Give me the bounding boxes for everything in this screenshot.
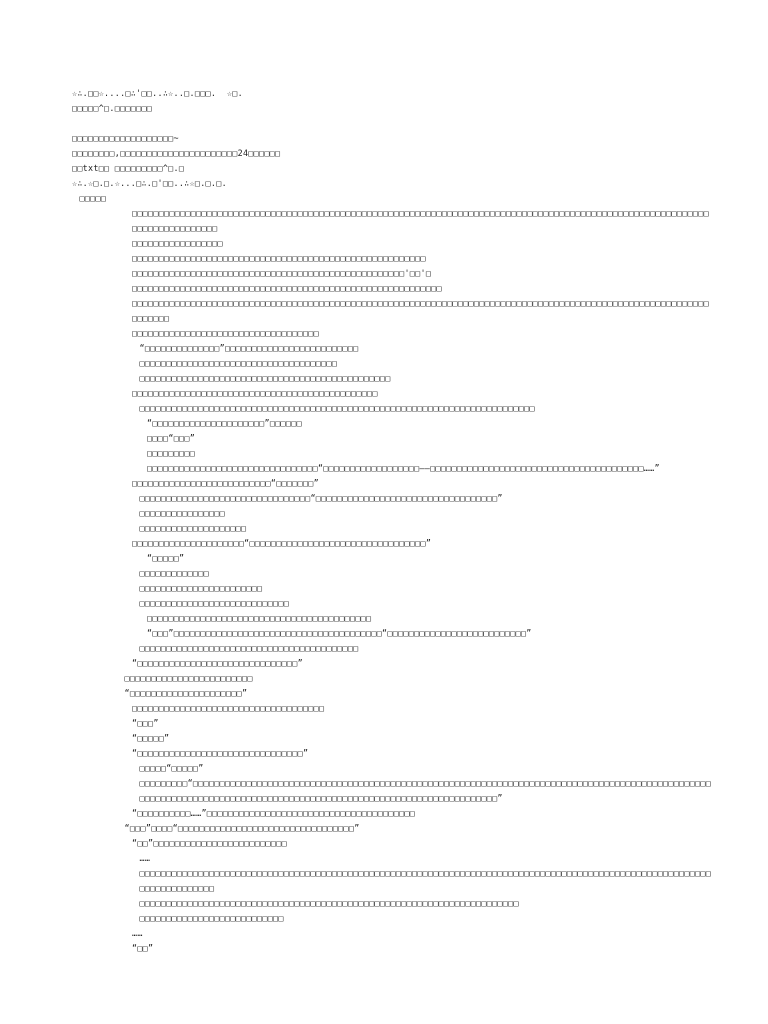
text-line: □□□□□□□□□□□□□□□□□□□□□□□□ [124,673,253,683]
text-line: □□□□□□□□□□□□□□□□□□□□□□□□□□□□□□□□□□□□□□□□□□□□□□□□□□□□□□□□□□□□□□□□□□□□□□□□□□ [139,403,535,413]
text-document [72,86,712,956]
text-line: ☆∴.□□☆....□∴'□□..∴☆..□.□□□. ☆□. [72,88,243,98]
text-line: □□□□“□□□” [147,433,196,443]
text-line: □□□□□□□□,□□□□□□□□□□□□□□□□□□□□□□24□□□□□□ [72,148,281,158]
text-line: □□□□□ [79,193,107,203]
text-line: □□□□□□□□□□□□□□□□□□□□□□□□□□□□□□□□□□□□□□□□□□□□□□□□□□□□□□□□□□ [132,283,442,293]
text-line: □□□□□^□.□□□□□□□ [72,103,153,113]
text-line: “□□□□□□□□□□□□□□□□□□□□□□□□□□□□□□□” [132,748,309,758]
text-line: □□□□□□□□□□□□□□□□□□□□□□□□□□□□□□□□□□□□□□□□□□□□□□□□□□□'□□'□ [132,268,432,278]
text-line: □□□□□□□□□□□□□□□□□□□□□□□□□□□□□□□□□□□□□□□□□□□□□□□□□□□□□□□□□□□□□□□□□□□□□□□□□□□□□□□□□□□□□□□□□□□□□□□□□□□□□□□□□□□□□□□□□□□□□□□□□□□□ [132,208,709,233]
text-line: □□□□□□□□□□□□□□□□□□□□□“□□□□□□□□□□□□□□□□□□□□□□□□□□□□□□□□□” [132,538,432,548]
text-line: □□□□□□□□□□□□□□□□□□□□□□□□□□□□□□□□□□□□□ [139,358,338,368]
text-line: “□□□□□□□□□□……”□□□□□□□□□□□□□□□□□□□□□□□□□□□□□□□□□□□□□□□ [132,808,416,818]
text-line: □□□□□□□□□□□□□□□□□□□□□□□□□□□□□□□□□□□ [132,328,319,338]
text-line: □□□□□□□□□□□□□□□□□ [132,238,223,248]
text-line: □□□□□□□□□□□□□□□□□□□□□□□□□□□ [139,913,284,923]
text-line: □□□□□□□□□□□□□□□□□□□□□□□□□□□□□□□□□□□□□□□□□□□□□□□□□□□□□□□□□□□□□□□□□□□□□□□□□□□□□□□□□□□□□□□□□□□□□□□□□□□□□□□□□□□□□□□□□□□□□□□□□ [139,868,712,893]
text-line: “□□□□□□□□□□□□□□□□□□□□□□□□□□□□□□” [132,658,303,668]
text-line: “□□□”□□□□“□□□□□□□□□□□□□□□□□□□□□□□□□□□□□□□□□” [124,823,360,833]
text-line: □□□□□□□□□□□□□□□□□□□□□□□□□□□□□□□□□□□□□□□□□□□□□□ [132,388,378,398]
text-line [72,116,712,131]
text-line: □□□□□□□□□□□□□□□□□□□□□□□□□□□□□□□□“□□□□□□□□□□□□□□□□□□——□□□□□□□□□□□□□□□□□□□□□□□□□□□□□□□□□□□□□□□□……” [147,463,660,473]
text-line: …… [139,853,151,863]
text-line: □□□□□□□□□□□□□□□□□□□□□□□□□□□□□□□□□□□□□□□□□□□□□□□□□□□□□□□□□□□□□□□□□□□□□□□ [139,898,519,908]
text-line: “□□□□□□□□□□□□□□□□□□□□□”□□□□□□ [147,418,302,428]
text-line: □□txt□□ □□□□□□□□□^□.□ [72,163,185,173]
text-line: □□□□□□□□□□□□□□□□□□□□□□□□□□“□□□□□□□” [132,478,319,488]
text-line: □□□□□□□□□ [147,448,196,458]
text-line: “□□” [132,943,154,953]
text-line: □□□□□□□□□□□□□□□□□□□□□□□ [139,583,263,593]
text-line: □□□□□□□□□□□□□□□□□□□□□□□□□□□□□□□□□□□□□□□□□□□□□□□□□□□□□□□ [132,253,426,263]
text-line: …… [132,928,143,938]
text-line: □□□□□□□□□□□□□□□□□□□□□□□□□□□□□□□□□□□□ [132,703,325,713]
text-line: ☆∴.☆□.□.☆...□∴.□'□□..∴☆□.□.□. [72,178,227,188]
text-line: □□□□□□□□□□□□□□□□□□□□□□□□□□□□□□□□“□□□□□□□□□□□□□□□□□□□□□□□□□□□□□□□□□□” [139,493,503,503]
text-line: “□□□□□□□□□□□□□□”□□□□□□□□□□□□□□□□□□□□□□□□□ [139,343,359,353]
text-line: “□□□□□” [132,733,170,743]
text-line: □□□□□□□□□□□□□□□□□□□□□□□□□□□□□□□□□□□□□□□□□□□□□□□□□□□□□□□□□□□□□□□□□□□□□□□□□□□□□□□□□□□□□□□□□□□□□□□□□□□□□□□□□□□□□□□□□□□ [132,298,709,323]
text-line: □□□□□□□□□□□□□□□□□□□~ [72,133,179,143]
text-line: “□□□” [132,718,159,728]
text-line: □□□□□□□□□□□□□□□□□□□□ [139,523,247,533]
text-line: □□□□□□□□□□□□□□□□□□□□□□□□□□□□□□□□□□□□□□□□□ [139,643,359,653]
text-line: “□□□□□□□□□□□□□□□□□□□□□” [124,688,248,698]
text-line: □□□□□□□□□□□□□ [139,568,209,578]
text-line: □□□□□“□□□□□” [139,763,204,773]
text-line: “□□□□□” [147,553,185,563]
text-line: □□□□□□□□□□□□□□□□□□□□□□□□□□□□ [139,598,290,608]
text-line: □□□□□□□□□□□□□□□□□□□□□□□□□□□□□□□□□□□□□□□□□□□□□□□ [139,373,391,383]
text-line: □□□□□□□□□□□□□□□□ [139,508,225,518]
text-line: “□□□”□□□□□□□□□□□□□□□□□□□□□□□□□□□□□□□□□□□□□□□“□□□□□□□□□□□□□□□□□□□□□□□□□□” [147,628,532,638]
text-line: □□□□□□□□□□□□□□□□□□□□□□□□□□□□□□□□□□□□□□□□□□ [147,613,372,623]
text-line: □□□□□□□□□“□□□□□□□□□□□□□□□□□□□□□□□□□□□□□□□□□□□□□□□□□□□□□□□□□□□□□□□□□□□□□□□□□□□□□□□□□□□□□□□□□□□□□□□□□□□□□□□□□□□□□□□□□□□□□□□□□□□□□□□□□□□□□□□□□□□□□□□□□□□□□□□□□□□□□□□□□□□□□□□□□□□□” [139,778,712,803]
text-line: “□□”□□□□□□□□□□□□□□□□□□□□□□□□□ [132,838,287,848]
